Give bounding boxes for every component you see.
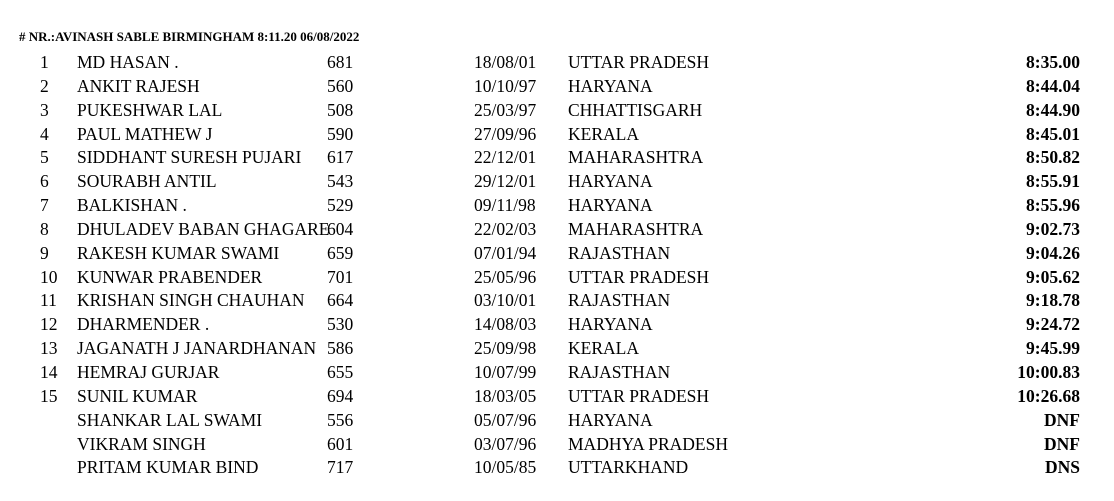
athlete-name: KUNWAR PRABENDER [77,266,263,287]
rank: 3 [40,99,49,120]
bib-number: 529 [327,195,354,216]
state: HARYANA [568,409,653,430]
state: KERALA [568,123,639,144]
state: CHHATTISGARH [568,99,703,120]
date-of-birth: 25/03/97 [474,99,537,120]
finish-time: 8:55.96 [1026,195,1080,216]
result-row [0,51,1114,75]
result-row [0,409,1114,433]
state: UTTAR PRADESH [568,52,710,72]
bib-number: 717 [327,457,354,478]
finish-time: 9:45.99 [1026,338,1080,359]
date-of-birth: 03/07/96 [474,433,537,454]
rank: 8 [40,218,49,239]
result-row [0,123,1114,147]
state: HARYANA [568,171,653,192]
result-row [0,170,1114,194]
athlete-name: SHANKAR LAL SWAMI [77,409,263,430]
bib-number: 617 [327,147,354,168]
bib-number: 508 [327,99,354,120]
result-row [0,337,1114,361]
bib-number: 681 [327,52,354,72]
date-of-birth: 22/12/01 [474,147,537,168]
finish-time: 8:45.01 [1026,123,1080,144]
date-of-birth: 07/01/94 [474,242,537,263]
date-of-birth: 25/09/98 [474,338,537,359]
finish-time: 9:24.72 [1026,314,1080,335]
bib-number: 543 [327,171,354,192]
athlete-name: BALKISHAN . [77,195,187,216]
date-of-birth: 05/07/96 [474,409,537,430]
rank: 1 [40,52,49,72]
rank: 12 [40,314,58,335]
result-row [0,194,1114,218]
finish-time: 10:26.68 [1017,385,1080,406]
date-of-birth: 03/10/01 [474,290,537,311]
finish-time: 8:44.04 [1026,75,1080,96]
athlete-name: ANKIT RAJESH [77,75,200,96]
athlete-name: SIDDHANT SURESH PUJARI [77,147,302,168]
date-of-birth: 10/10/97 [474,75,537,96]
bib-number: 664 [327,290,354,311]
state: RAJASTHAN [568,361,671,382]
state: HARYANA [568,195,653,216]
rank: 10 [40,266,58,287]
finish-time: 9:04.26 [1026,242,1080,263]
state: MADHYA PRADESH [568,433,728,454]
state: MAHARASHTRA [568,218,704,239]
result-row [0,146,1114,170]
result-row [0,266,1114,290]
finish-time: 9:02.73 [1026,218,1080,239]
finish-time: 8:55.91 [1026,171,1080,192]
state: RAJASTHAN [568,290,671,311]
rank: 9 [40,242,49,263]
bib-number: 604 [327,218,354,239]
state: MAHARASHTRA [568,147,704,168]
bib-number: 590 [327,123,354,144]
athlete-name: SOURABH ANTIL [77,171,217,192]
athlete-name: VIKRAM SINGH [77,433,206,454]
rank: 7 [40,195,49,216]
state: RAJASTHAN [568,242,671,263]
date-of-birth: 25/05/96 [474,266,537,287]
bib-number: 694 [327,385,354,406]
state: HARYANA [568,75,653,96]
finish-time: DNF [1044,409,1080,430]
result-row [0,433,1114,457]
athlete-name: RAKESH KUMAR SWAMI [77,242,280,263]
national-record-note: # NR.:AVINASH SABLE BIRMINGHAM 8:11.20 06/08/2022 [19,29,360,44]
date-of-birth: 14/08/03 [474,314,537,335]
athlete-name: HEMRAJ GURJAR [77,361,220,382]
rank: 14 [40,361,58,382]
bib-number: 560 [327,75,354,96]
finish-time: DNF [1044,433,1080,454]
state: HARYANA [568,314,653,335]
result-row [0,361,1114,385]
date-of-birth: 29/12/01 [474,171,537,192]
result-row [0,99,1114,123]
result-row [0,75,1114,99]
rank: 11 [40,290,57,311]
state: KERALA [568,338,639,359]
date-of-birth: 18/08/01 [474,52,537,72]
rank: 13 [40,338,58,359]
result-row [0,456,1114,480]
finish-time: 8:44.90 [1026,99,1080,120]
athlete-name: DHARMENDER . [77,314,210,335]
date-of-birth: 10/05/85 [474,457,537,478]
date-of-birth: 27/09/96 [474,123,537,144]
bib-number: 586 [327,338,354,359]
state: UTTAR PRADESH [568,385,710,406]
result-row [0,218,1114,242]
finish-time: 9:05.62 [1026,266,1080,287]
athlete-name: PAUL MATHEW J [77,123,213,144]
bib-number: 601 [327,433,354,454]
athlete-name: MD HASAN . [77,52,179,72]
state: UTTAR PRADESH [568,266,710,287]
date-of-birth: 09/11/98 [474,195,536,216]
date-of-birth: 18/03/05 [474,385,537,406]
rank: 15 [40,385,58,406]
rank: 2 [40,75,49,96]
finish-time: 10:00.83 [1017,361,1080,382]
athlete-name: SUNIL KUMAR [77,385,198,406]
finish-time: 9:18.78 [1026,290,1080,311]
athlete-name: PRITAM KUMAR BIND [77,457,259,478]
result-row [0,385,1114,409]
rank: 5 [40,147,49,168]
bib-number: 530 [327,314,354,335]
rank: 4 [40,123,49,144]
finish-time: DNS [1044,457,1080,478]
athlete-name: KRISHAN SINGH CHAUHAN [77,290,305,311]
state: UTTARKHAND [568,457,689,478]
result-row [0,289,1114,313]
athlete-name: JAGANATH J JANARDHANAN [77,338,317,359]
athlete-name: DHULADEV BABAN GHAGARE [77,218,330,239]
rank: 6 [40,171,49,192]
finish-time: 8:50.82 [1026,147,1080,168]
date-of-birth: 22/02/03 [474,218,537,239]
athlete-name: PUKESHWAR LAL [77,99,223,120]
bib-number: 659 [327,242,354,263]
bib-number: 556 [327,409,354,430]
bib-number: 701 [327,266,354,287]
date-of-birth: 10/07/99 [474,361,537,382]
results-list [0,51,1114,480]
result-row [0,313,1114,337]
result-row [0,242,1114,266]
bib-number: 655 [327,361,354,382]
finish-time: 8:35.00 [1026,52,1080,72]
